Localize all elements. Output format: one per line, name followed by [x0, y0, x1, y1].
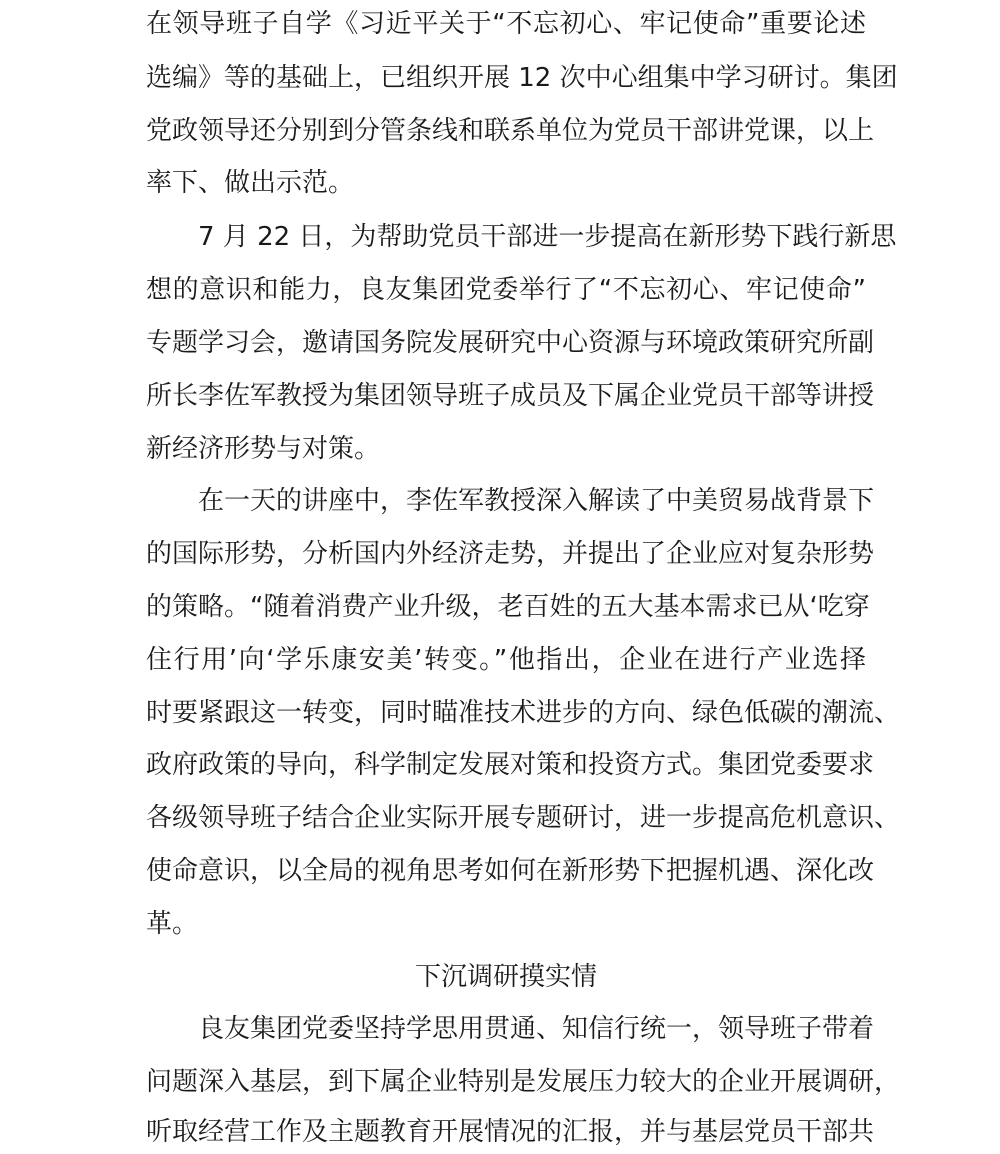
- paragraph-2-line-4: 所长李佐军教授为集团领导班子成员及下属企业党员干部等讲授: [146, 381, 875, 411]
- paragraph-3-line-8: 使命意识，以全局的视角思考如何在新形势下把握机遇、深化改: [146, 856, 875, 886]
- paragraph-3-line-9: 革。: [146, 909, 199, 939]
- paragraph-3-line-3: 的策略。“随着消费产业升级，老百姓的五大基本需求已从‘吃穿: [146, 592, 870, 622]
- paragraph-1-line-4: 率下、做出示范。: [146, 168, 355, 198]
- paragraph-3-line-2: 的国际形势，分析国内外经济走势，并提出了企业应对复杂形势: [146, 539, 875, 569]
- paragraph-4-line-2: 问题深入基层，到下属企业特别是发展压力较大的企业开展调研，: [146, 1067, 901, 1097]
- paragraph-3-line-1: 在一天的讲座中，李佐军教授深入解读了中美贸易战背景下: [198, 486, 875, 516]
- paragraph-1-line-1: 在领导班子自学《习近平关于“不忘初心、牢记使命”重要论述: [146, 9, 866, 39]
- paragraph-4-line-1: 良友集团党委坚持学思用贯通、知信行统一，领导班子带着: [198, 1014, 875, 1044]
- paragraph-2-line-5: 新经济形势与对策。: [146, 434, 381, 464]
- paragraph-4-line-3: 听取经营工作及主题教育开展情况的汇报，并与基层党员干部共: [146, 1117, 875, 1147]
- paragraph-2-line-3: 专题学习会，邀请国务院发展研究中心资源与环境政策研究所副: [146, 328, 875, 358]
- paragraph-2-line-1: 7 月 22 日，为帮助党员干部进一步提高在新形势下践行新思: [198, 222, 897, 252]
- paragraph-3-line-5: 时要紧跟这一转变，同时瞄准技术进步的方向、绿色低碳的潮流、: [146, 698, 901, 728]
- paragraph-1-line-3: 党政领导还分别到分管条线和联系单位为党员干部讲党课，以上: [146, 116, 875, 146]
- paragraph-2-line-2: 想的意识和能力，良友集团党委举行了“不忘初心、牢记使命”: [146, 275, 866, 305]
- section-heading: 下沉调研摸实情: [414, 962, 597, 992]
- paragraph-1-line-2: 选编》等的基础上，已组织开展 12 次中心组集中学习研讨。集团: [146, 63, 898, 93]
- paragraph-3-line-4: 住行用’向‘学乐康安美’转变。”他指出，企业在进行产业选择: [146, 645, 866, 675]
- paragraph-3-line-7: 各级领导班子结合企业实际开展专题研讨，进一步提高危机意识、: [146, 803, 901, 833]
- paragraph-3-line-6: 政府政策的导向，科学制定发展对策和投资方式。集团党委要求: [146, 750, 875, 780]
